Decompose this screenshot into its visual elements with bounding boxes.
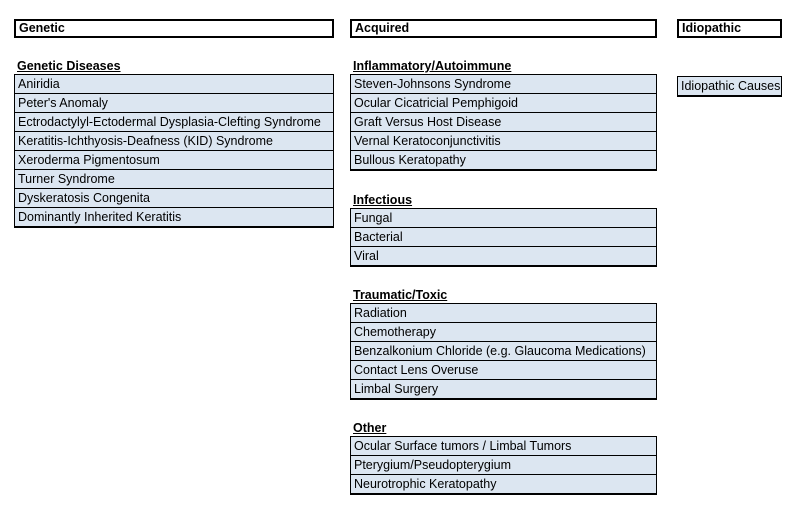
list-item: Pterygium/Pseudopterygium: [351, 456, 656, 475]
list-item: Dominantly Inherited Keratitis: [15, 208, 333, 226]
inflammatory-section: [350, 59, 657, 171]
inflammatory-list: [350, 74, 657, 171]
list-item: Radiation: [351, 304, 656, 323]
list-item: Aniridia: [15, 75, 333, 94]
list-item: Turner Syndrome: [15, 170, 333, 189]
list-item: Neurotrophic Keratopathy: [351, 475, 656, 493]
list-item: Bacterial: [351, 228, 656, 247]
list-item: Chemotherapy: [351, 323, 656, 342]
list-item: Steven-Johnsons Syndrome: [351, 75, 656, 94]
other-list: [350, 436, 657, 495]
acquired-header: Acquired: [350, 19, 657, 38]
genetic-header: Genetic: [14, 19, 334, 38]
list-item: Viral: [351, 247, 656, 265]
other-title: Other: [353, 421, 387, 435]
list-item: Peter's Anomaly: [15, 94, 333, 113]
idiopathic-section: [677, 76, 782, 97]
list-item: Dyskeratosis Congenita: [15, 189, 333, 208]
list-item: Ocular Surface tumors / Limbal Tumors: [351, 437, 656, 456]
inflammatory-title: Inflammatory/Autoimmune: [353, 59, 512, 73]
idiopathic-header: Idiopathic: [677, 19, 782, 38]
list-item: Limbal Surgery: [351, 380, 656, 398]
list-item: Contact Lens Overuse: [351, 361, 656, 380]
traumatic-section: [350, 288, 657, 400]
list-item: Idiopathic Causes: [678, 77, 781, 95]
traumatic-list: [350, 303, 657, 400]
list-item: Fungal: [351, 209, 656, 228]
traumatic-title: Traumatic/Toxic: [353, 288, 448, 302]
list-item: Benzalkonium Chloride (e.g. Glaucoma Medications): [351, 342, 656, 361]
list-item: Vernal Keratoconjunctivitis: [351, 132, 656, 151]
list-item: Keratitis-Ichthyosis-Deafness (KID) Syndrome: [15, 132, 333, 151]
genetic-diseases-list: [14, 74, 334, 228]
list-item: Xeroderma Pigmentosum: [15, 151, 333, 170]
other-section: [350, 421, 657, 495]
genetic-diseases-section: [14, 59, 334, 228]
list-item: Graft Versus Host Disease: [351, 113, 656, 132]
infectious-section: [350, 193, 657, 267]
list-item: Ectrodactylyl-Ectodermal Dysplasia-Clefting Syndrome: [15, 113, 333, 132]
genetic-diseases-title: Genetic Diseases: [17, 59, 121, 73]
infectious-list: [350, 208, 657, 267]
list-item: Ocular Cicatricial Pemphigoid: [351, 94, 656, 113]
infectious-title: Infectious: [353, 193, 413, 207]
list-item: Bullous Keratopathy: [351, 151, 656, 169]
idiopathic-list: [677, 76, 782, 97]
